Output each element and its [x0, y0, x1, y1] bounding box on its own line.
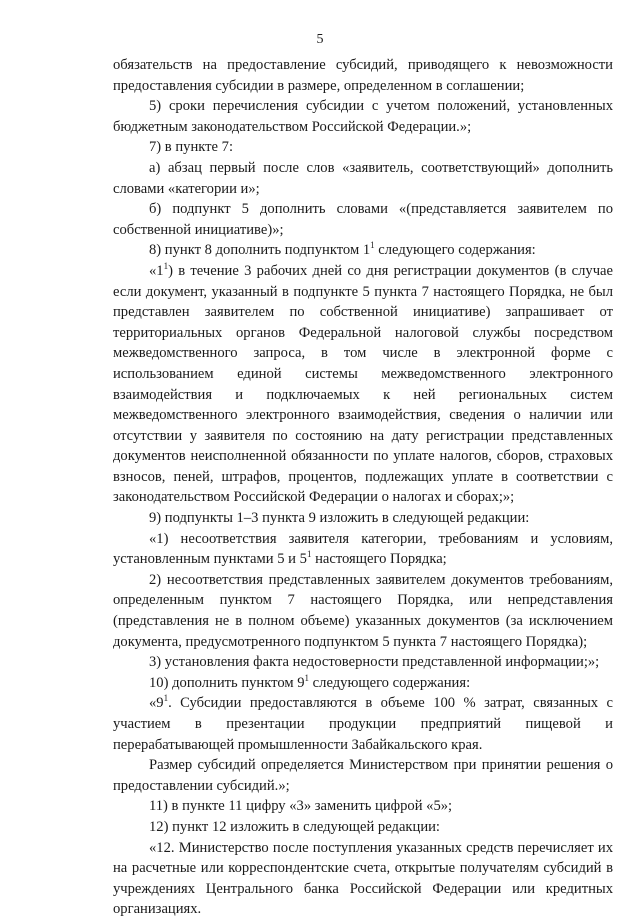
paragraph: а) абзац первый после слов «заявитель, соответствующий» дополнить словами «категории и»; — [113, 159, 613, 197]
paragraph: 3) установления факта недостоверности представленной информации;»; — [149, 654, 600, 671]
superscript: 1 — [163, 693, 169, 704]
superscript: 1 — [304, 672, 310, 683]
paragraph: 2) несоответствия представленных заявителем документов требованиям, определенным пунктом 7 настоящего Порядка, или непредставления (представления не в полном объеме) указанных документов (за исключением документа, предусмотренного подпунктом 5 пункта 7 настоящего Порядка); — [113, 571, 613, 650]
page-number: 5 — [316, 32, 324, 47]
superscript: 1 — [370, 240, 375, 251]
paragraph: обязательств на предоставление субсидий, приводящего к невозможности предоставления субсидии в размере, определенном в соглашении; — [113, 57, 613, 94]
paragraph: 9) подпункты 1–3 пункта 9 изложить в следующей редакции: — [149, 510, 530, 527]
paragraph: Размер субсидий определяется Министерством при принятии решения о предоставлении субсидий.»; — [113, 757, 613, 794]
paragraph: 10) дополнить пунктом $9^1$ следующего содержания: — [149, 672, 471, 691]
paragraph: 8) пункт 8 дополнить подпунктом $1^1$ следующего содержания: — [149, 240, 536, 259]
paragraph: «$1^1$) в течение 3 рабочих дней со дня регистрации документов (в случае если документ, указанный в подпункте 5 пункта 7 настоящего Порядка, не был представлен заявителем по собственной инициативе) запрашивает от территориальных органов Федеральной налоговой службы посредством межведомственного запроса, в том числе в электронной форме с использованием единой системы межведомственного электронного взаимодействия и подключаемых к ней региональных систем межведомственного электронного взаимодействия, сведения о наличии или отсутствии у заявителя по состоянию на дату регистрации представленных документов неисполненной обязанности по уплате налогов, сборов, страховых взносов, пеней, штрафов, процентов, подлежащих уплате в соответствии с законодательством Российской Федерации о налогах и сборах;»; — [113, 260, 613, 506]
paragraph: 11) в пункте 11 цифру «3» заменить цифрой «5»; — [149, 798, 453, 815]
paragraph: «12. Министерство после поступления указанных средств перечисляет их на расчетные или корреспондентские счета, открытые получателям субсидий в учреждениях Центрального банка Российской Федерации или кредитных организациях. — [113, 839, 613, 918]
document-body — [113, 55, 613, 920]
superscript: 1 — [306, 549, 312, 560]
paragraph: 12) пункт 12 изложить в следующей редакции: — [149, 818, 440, 835]
paragraph: 7) в пункте 7: — [149, 139, 234, 156]
paragraph: 5) сроки перечисления субсидии с учетом положений, установленных бюджетным законодательством Российской Федерации.»; — [113, 98, 613, 135]
paragraph: «1) несоответствия заявителя категории, требованиям и условиям, установленным пунктами 5 и $5^1$ настоящего Порядка; — [113, 530, 613, 568]
paragraph: «$9^1$. Субсидии предоставляются в объеме 100 % затрат, связанных с участием в презентации продукции предприятий пищевой и перерабатывающей промышленности Забайкальского края. — [113, 693, 613, 753]
superscript: 1 — [163, 260, 169, 271]
paragraph: б) подпункт 5 дополнить словами «(представляется заявителем по собственной инициативе)»; — [113, 201, 613, 238]
